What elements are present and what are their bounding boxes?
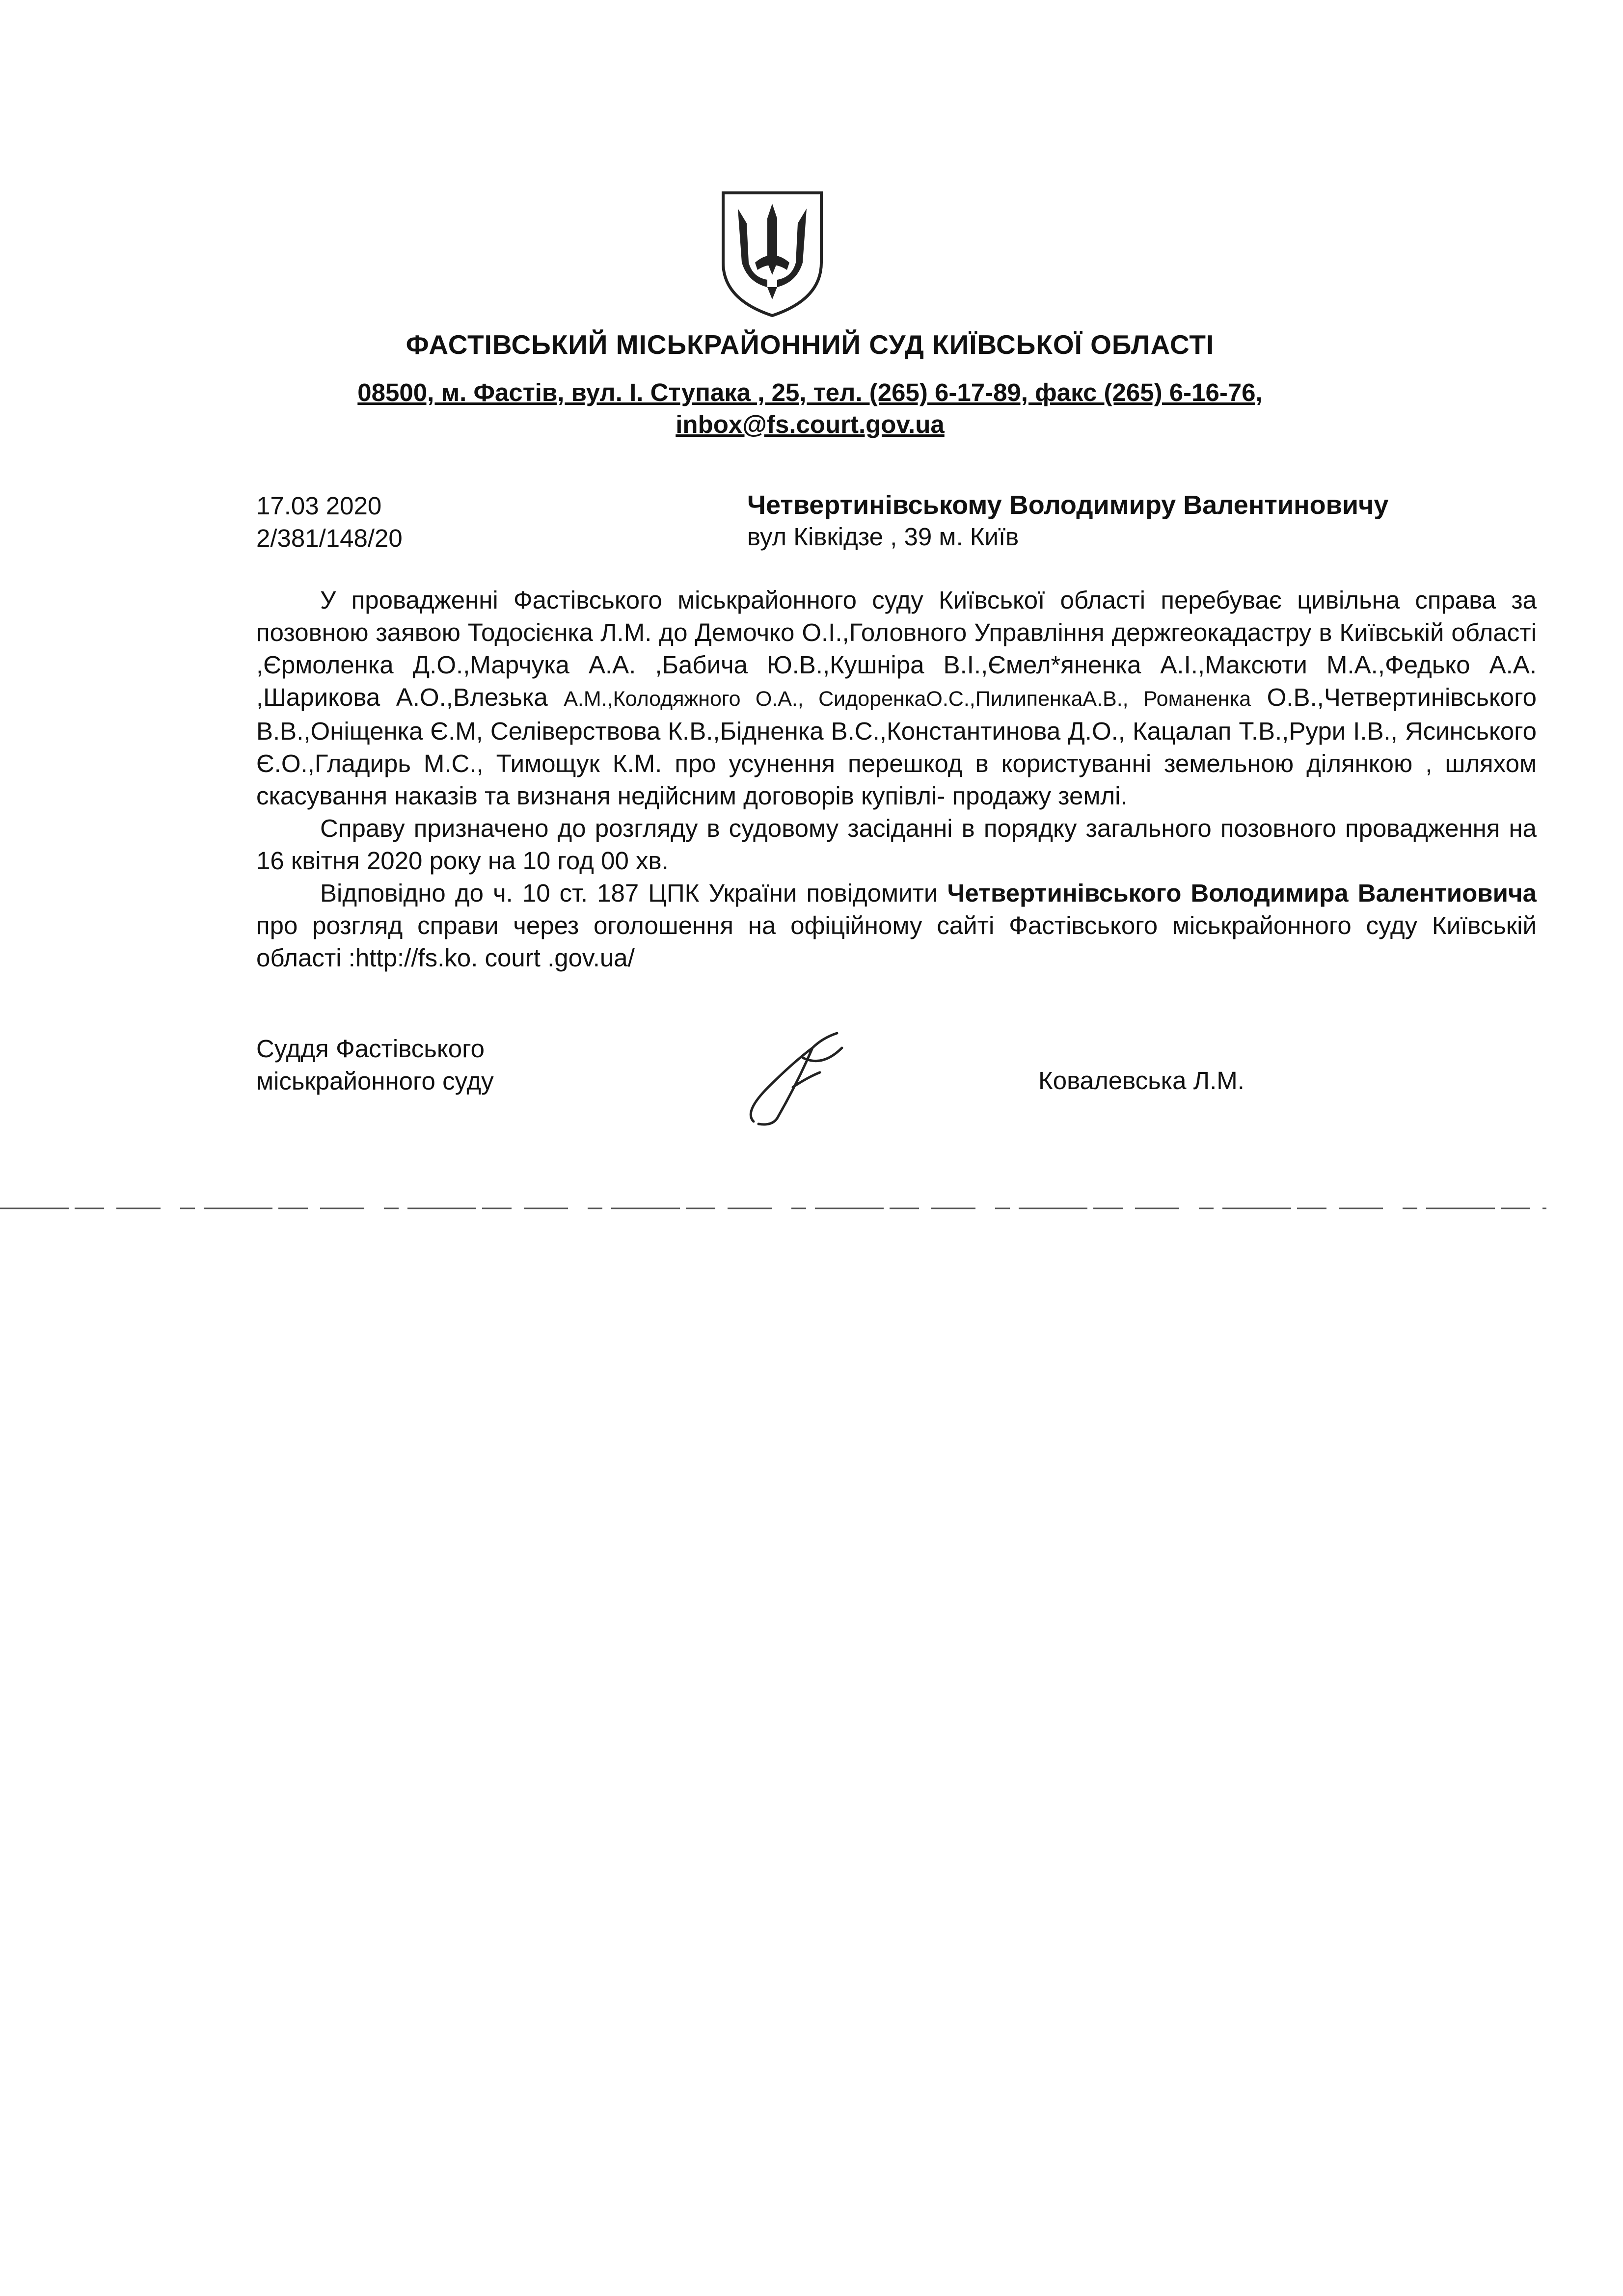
recipient-address: вул Ківкідзе , 39 м. Київ — [747, 523, 1019, 551]
body-p3-text: Відповідно до ч. 10 ст. 187 ЦПК України повідомити — [320, 879, 947, 907]
body-paragraph-1 — [256, 584, 1537, 812]
letter-date: 17.03 2020 — [256, 492, 382, 520]
judge-title-line-1: Суддя Фастівського — [256, 1035, 485, 1063]
signature-mark — [739, 1028, 862, 1136]
body-p1-text: У провадженні Фастівського міськрайонного суду Київської області перебуває цивільна справа за позовною заявою Тодосієнка Л.М. до Демочко О.І.,Головного Управління держгеокадастру в Київській області ,Єрмоленка Д.О.,Марчука А.А. ,Бабича Ю.В.,Кушніра В.І.,Ємел*яненка А.І.,Максюти М.А.,Федько А.А. ,Шарикова А.О.,Влезька — [256, 586, 1537, 711]
judge-name: Ковалевська Л.М. — [1038, 1067, 1244, 1095]
case-number: 2/381/148/20 — [256, 524, 403, 552]
court-address: 08500, м. Фастів, вул. І. Ступака , 25, тел. (265) 6-17-89, факс (265) 6-16-76, — [357, 378, 1263, 406]
trident-emblem-icon — [718, 189, 826, 319]
body-paragraph-3 — [256, 877, 1537, 974]
body-p1-small-text: А.М.,Колодяжного О.А., СидоренкаО.С.,ПилипенкаА.В., Романенка — [564, 687, 1251, 711]
judge-title-line-2: міськрайонного суду — [256, 1067, 494, 1095]
recipient-name: Четвертинівському Володимиру Валентиновичу — [747, 490, 1389, 520]
body-p1-text-cont: О.В.,Четвертинівського В.В.,Оніщенка Є.М, Селіверствова К.В.,Бідненка В.С.,Константинова Д.О., Кацалап Т.В.,Рури І.В., Ясинського Є.О.,Гладирь М.С., Тимощук К.М. про усунення перешкод в користуванні земельною ділянкою , шляхом скасування наказів та визнаня недійсним договорів купівлі- продажу землі. — [256, 683, 1537, 810]
scan-dashed-line — [0, 1206, 1623, 1210]
body-paragraph-2: Справу призначено до розгляду в судовому засіданні в порядку загального позовного провадження на 16 квітня 2020 року на 10 год 00 хв. — [256, 814, 1537, 875]
letter-body — [256, 584, 1537, 974]
court-email-link[interactable]: inbox@fs.court.gov.ua — [676, 410, 945, 438]
judge-title — [256, 1033, 494, 1097]
court-name: ФАСТІВСЬКИЙ МІСЬКРАЙОННИЙ СУД КИЇВСЬКОЇ ОБЛАСТІ — [406, 329, 1215, 360]
body-p3-bold-name: Четвертинівського Володимира Валентиовича — [947, 879, 1537, 907]
body-p3-text-cont: про розгляд справи через оголошення на офіційному сайті Фастівського міськрайонного суду Київській області :http://fs.ko. court .gov.ua/ — [256, 911, 1537, 972]
